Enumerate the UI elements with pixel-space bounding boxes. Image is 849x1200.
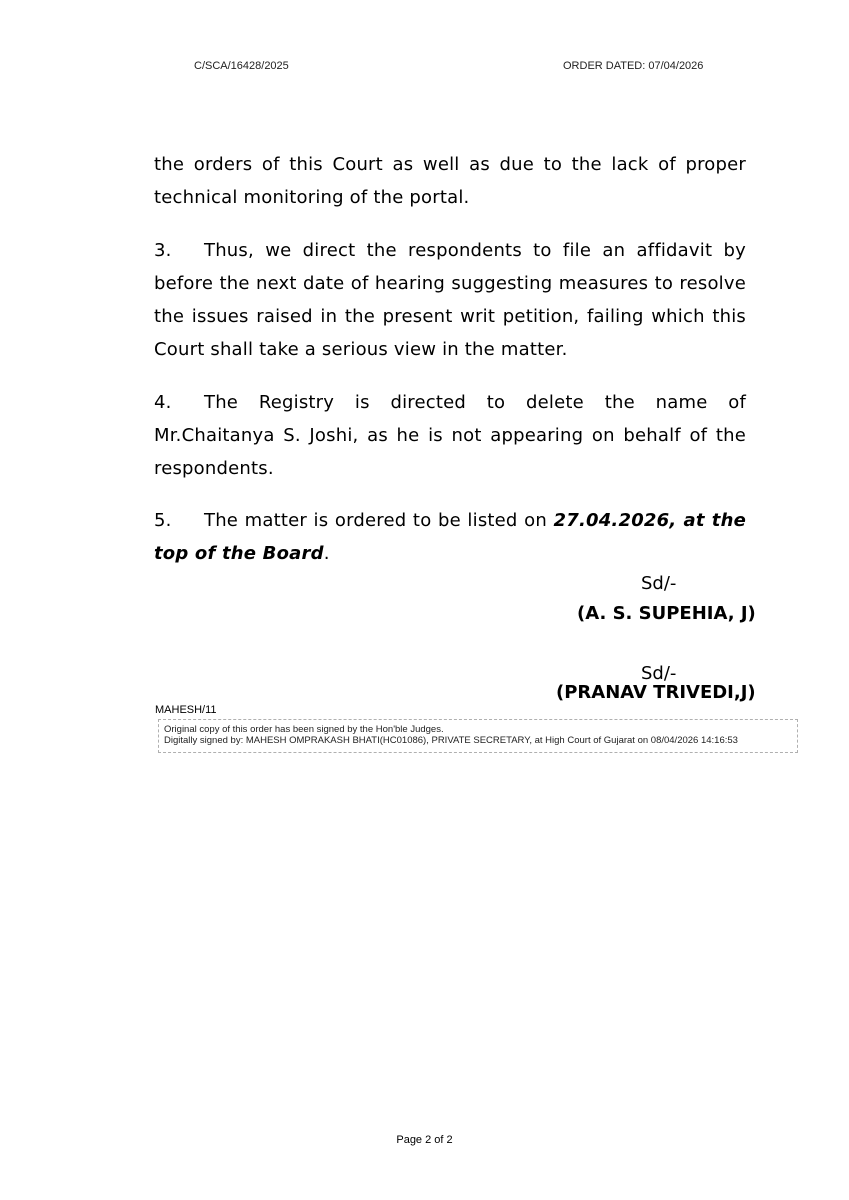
signature-mark-2: Sd/- [641, 663, 677, 684]
judge-name-1: (A. S. SUPEHIA, J) [577, 603, 756, 624]
stamp-line-2: Digitally signed by: MAHESH OMPRAKASH BHATI(HC01086), PRIVATE SECRETARY, at High Court of Gujarat on 08/04/2026 14:16:53 [164, 735, 738, 746]
case-number: C/SCA/16428/2025 [194, 60, 289, 72]
paragraph-3 [154, 234, 746, 366]
digital-signature-stamp [158, 719, 798, 753]
paragraph-4-number: 4. [154, 392, 172, 413]
paragraph-5-number: 5. [154, 510, 172, 531]
listing-date-emphasis: 27.04.2026, at the top of the Board [154, 510, 746, 564]
page-number: Page 2 of 2 [396, 1134, 453, 1146]
stamp-line-1: Original copy of this order has been signed by the Hon'ble Judges. [164, 724, 444, 735]
paragraph-5 [154, 504, 746, 570]
paragraph-5-text: The matter is ordered to be listed on [204, 510, 554, 531]
judge-name-2: (PRANAV TRIVEDI,J) [556, 682, 756, 703]
paragraph-4 [154, 386, 746, 485]
stenographer-initials: MAHESH/11 [155, 704, 217, 716]
paragraph-4-text: The Registry is directed to delete the name of Mr.Chaitanya S. Joshi, as he is not appearing on behalf of the respondents. [154, 392, 746, 479]
order-date: ORDER DATED: 07/04/2026 [563, 60, 704, 72]
signature-mark-1: Sd/- [641, 573, 677, 594]
paragraph-continued: the orders of this Court as well as due to the lack of proper technical monitoring of the portal. [154, 154, 746, 208]
paragraph-3-text: Thus, we direct the respondents to file an affidavit by before the next date of hearing suggesting measures to resolve the issues raised in the present writ petition, failing which this Court shall take a serious view in the matter. [154, 240, 746, 360]
paragraph-3-number: 3. [154, 240, 172, 261]
paragraph-5-end: . [323, 543, 330, 564]
